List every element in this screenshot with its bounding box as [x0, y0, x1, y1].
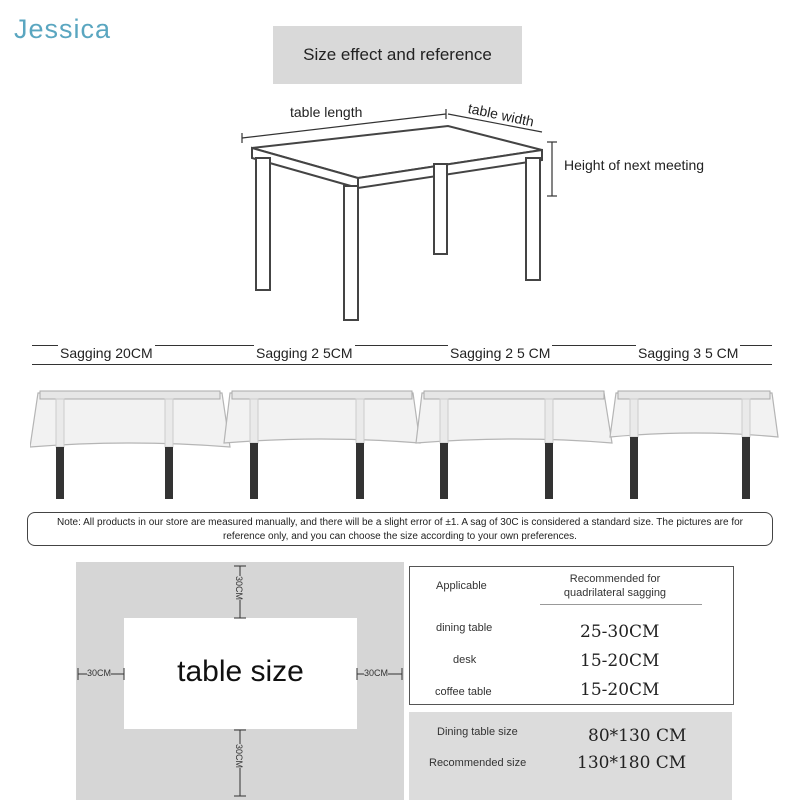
draped-tables	[30, 385, 780, 505]
right-dimension: 30CM	[364, 668, 389, 678]
sagging-label-1: Sagging 20CM	[60, 345, 153, 361]
bottom-dimension: 30CM	[234, 744, 244, 769]
col-recommended: Recommended for quadrilateral sagging	[563, 573, 667, 599]
rec-item: desk	[453, 654, 477, 666]
draped-table-3	[416, 391, 612, 499]
rec-item: coffee table	[435, 686, 492, 698]
table-leg	[434, 164, 447, 254]
dining-size-label: Dining table size	[437, 726, 518, 738]
table-leg	[344, 186, 358, 320]
draped-table-2	[224, 391, 420, 499]
draped-table-4	[610, 391, 778, 499]
top-dimension: 30CM	[234, 576, 244, 601]
page-title	[273, 26, 522, 84]
measurement-note: Note: All products in our store are measured manually, and there will be a slight error of ±1. A sag of 30C is considered a standard size. The pictures are for reference only, and you can choose the size according to your own preferences.	[27, 512, 773, 546]
page-title-text: Size effect and reference	[303, 45, 492, 64]
recommended-size-value: 130*180 CM	[577, 753, 687, 773]
sagging-label-4: Sagging 3 5 CM	[638, 345, 739, 361]
table-leg	[256, 158, 270, 290]
height-label: Height of next meeting	[564, 157, 705, 173]
table-size-text: table size	[177, 655, 304, 688]
sagging-label-2: Sagging 2 5CM	[256, 345, 353, 361]
dining-size-value: 80*130 CM	[588, 726, 687, 746]
header-rule	[540, 604, 702, 605]
sagging-label-3: Sagging 2 5 CM	[450, 345, 551, 361]
brand-logo: Jessica	[14, 14, 112, 44]
table-diagram	[230, 100, 570, 330]
rec-value: 25-30CM	[580, 622, 660, 642]
col-applicable: Applicable	[436, 580, 487, 592]
rec-value: 15-20CM	[580, 651, 660, 671]
table-length-label: table length	[290, 104, 363, 120]
recommended-size-label: Recommended size	[429, 757, 527, 769]
left-dimension: 30CM	[87, 668, 112, 678]
table-width-label: table width	[466, 100, 536, 130]
table-leg	[526, 158, 540, 280]
rec-value: 15-20CM	[580, 680, 660, 700]
draped-table-1	[30, 391, 230, 499]
rec-item: dining table	[436, 622, 493, 634]
